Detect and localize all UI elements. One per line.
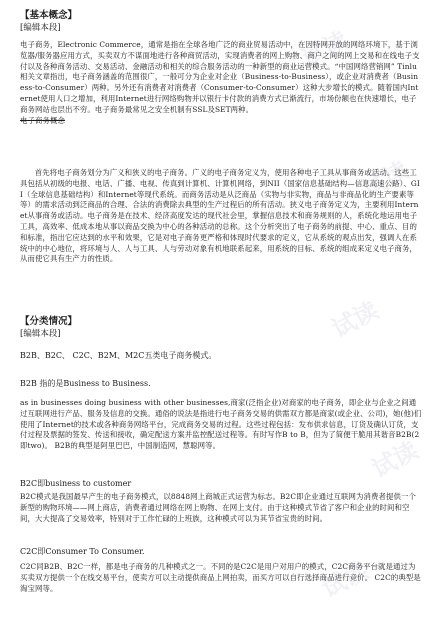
section1-subtitle: [编辑本段] [20, 23, 61, 33]
c2c-heading: C2C即Consumer To Consumer. [20, 547, 145, 556]
section1-paragraph-1 [20, 40, 422, 126]
b2b-paragraph [20, 398, 422, 452]
c2c-paragraph [20, 562, 422, 594]
paragraph-text: as in businesses doing business with other businesses,商家(泛指企业)对商家的电子商务，即企业与企业之间通过互联网进行产品、服务及信息的交换。通俗的说法是指进行电子商务交易的供需双方都是商家(或企业、公司)，她(他)们使用了Internet的技术或各种商务网络平台，完成商务交易的过程。这些过程包括：发布供求信息，订货及确认订货，支付过程及票据的签发、传送和接收，确定配送方案并监控配送过程等。有时写作B to B，但为了简便干脆用其谐音B2B(2即two)。 B2B的典型是阿里巴巴，中国制造网，慧聪网等。 [20, 398, 422, 451]
paragraph-text: 首先将电子商务划分为广义和狭义的电子商务。广义的电子商务定义为，使用各种电子工具从事商务或活动。这些工具包括从初级的电报、电话、广播、电视、传真到计算机、计算机网络，到NII（国家信息基础结构—信息高速公路）、GII（全球信息基础结构）和Internet等现代系统。而商务活动是从泛商品（实物与非实物，商品与非商品化的生产要素等等）的需求活动到泛商品的合理、合法的消费除去典型的生产过程后的所有活动。狭义电子商务定义为，主要利用Internet从事商务或活动。电子商务是在技术、经济高度发达的现代社会里，掌握信息技术和商务规则的人，系统化地运用电子工具，高效率、低成本地从事以商品交换为中心的各种活动的总称。这个分析突出了电子商务的前提、中心、重点、目的和标准，指出它应达到的水平和效果，它是对电子商务更严格和体现时代要求的定义，它从系统的观点出发，强调人在系统中的中心地位，将环境与人、人与工具、人与劳动对象有机地联系起来，用系统的目标、系统的组成来定义电子商务，从而使它具有生产力的性质。 [20, 168, 420, 264]
section2-subtitle: [编辑本段] [20, 329, 61, 339]
section1-paragraph-2 [20, 168, 422, 265]
b2b-heading: B2B 指的是Business to Business. [20, 379, 151, 388]
watermark: 试读 [297, 26, 353, 74]
paragraph-text: B2C模式是我国最早产生的电子商务模式，以8848网上商城正式运营为标志。B2C即企业通过互联网为消费者提供一个新型的购物环境——网上商店，消费者通过网络在网上购物、在网上支付。由于这种模式节省了客户和企业的时间和空间，大大提高了交易效率，特别对于工作忙碌的上班族，这种模式可以为其节省宝贵的时间。 [20, 492, 416, 523]
section2-title: 【分类情况】 [20, 316, 78, 327]
watermark: 试读 [327, 296, 383, 344]
section1-title: 【基本概念】 [20, 10, 78, 21]
paragraph-text: 电子商务，Electronic Commerce，通常是指在全球各地广泛的商业贸易活动中，在因特网开放的网络环境下，基于浏览器/服务器应用方式，买卖双方不谋面地进行各种商贸活动，实现消费者的网上购物、商户之间的网上交易和在线电子支付以及各种商务活动、交易活动、金融活动和相关的综合服务活动的一种新型的商业运营模式。“中国网络营销网” Tinlu相关文章指出，电子商务涵盖的范围很广，一般可分为企业对企业（Business-to-Business），或企业对消费者（Business-to-Consumer）两种。另外还有消费者对消费者（Consumer-to-Consumer）这种大步增长的模式。随着国内Internet使用人口之增加，利用Internet进行网络购物并以银行卡付款的消费方式已渐流行，市场份额也在快速增长，电子商务网站也层出不穷。电子商务最常见之安全机制有SSL及SET两种。 [20, 40, 420, 114]
paragraph-text: C2C同B2B、B2C一样，都是电子商务的几种模式之一。不同的是C2C是用户对用户的模式，C2C商务平台就是通过为买卖双方提供一个在线交易平台，使卖方可以主动提供商品上网拍卖，而买方可以自行选择商品进行竞价。 C2C的典型是淘宝网等。 [20, 562, 421, 593]
watermark: 试读 [317, 556, 373, 604]
b2c-heading: B2C即business to customer [20, 479, 132, 488]
watermark: 试读 [367, 436, 423, 484]
watermark: 试读 [357, 156, 413, 204]
b2c-paragraph [20, 492, 422, 524]
classification-intro: B2B、B2C、 C2C、B2M、M2C五类电子商务模式。 [20, 351, 217, 360]
struck-heading: 电子商务概念 [20, 115, 65, 125]
